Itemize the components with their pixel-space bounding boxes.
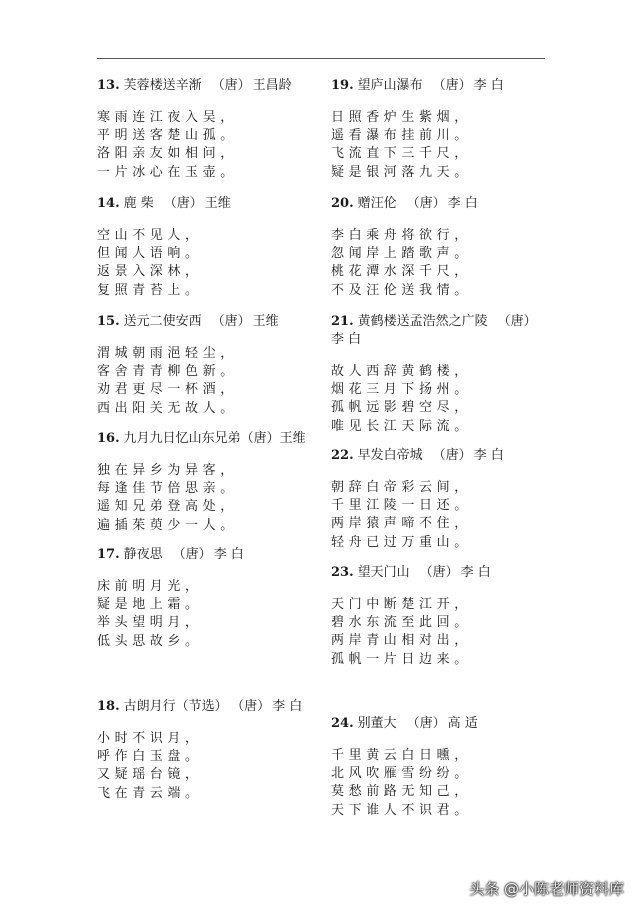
poem-16 xyxy=(97,430,306,535)
poem-title: 芙蓉楼送辛渐 xyxy=(123,78,202,93)
poem-line: 又疑瑶台镜， xyxy=(97,767,203,783)
poem-line: 烟花三月下扬州。 xyxy=(331,382,472,398)
poem-title: 赠汪伦 xyxy=(357,196,397,211)
poem-heading xyxy=(97,430,306,448)
poem-number: 20. xyxy=(331,196,354,211)
poem-line: 西出阳关无故人。 xyxy=(97,400,238,416)
poem-line: 两岸猿声啼不住， xyxy=(331,516,472,532)
poem-line: 返景入深林， xyxy=(97,264,203,280)
poem-line: 一片冰心在玉壶。 xyxy=(97,164,238,180)
poem-number: 22. xyxy=(331,448,354,463)
poem-dynasty: （唐） xyxy=(419,565,459,580)
poem-line: 平明送客楚山孤。 xyxy=(97,128,238,144)
poem-number: 21. xyxy=(331,314,354,329)
poem-title: 九月九日忆山东兄弟 xyxy=(123,431,241,446)
poem-18 xyxy=(97,698,302,803)
poem-number: 18. xyxy=(97,699,120,714)
poem-heading xyxy=(331,77,504,95)
poem-dynasty: （唐） xyxy=(406,716,446,731)
poem-dynasty: （唐） xyxy=(211,314,251,329)
poem-author: 李 白 xyxy=(460,565,491,580)
poem-author: 李 白 xyxy=(272,699,303,714)
poem-heading xyxy=(331,313,546,349)
poem-line: 桃花潭水深千尺， xyxy=(331,264,472,280)
poem-title: 鹿 柴 xyxy=(123,196,154,211)
poem-dynasty: （唐） xyxy=(497,314,537,329)
poem-13 xyxy=(97,77,292,182)
poem-author: 高 适 xyxy=(447,716,478,731)
poem-title: 黄鹤楼送孟浩然之广陵 xyxy=(357,314,488,329)
poem-line: 客舍青青柳色新。 xyxy=(97,364,238,380)
poem-line: 复照青苔上。 xyxy=(97,282,203,298)
poem-author: 李 白 xyxy=(331,332,362,347)
poem-dynasty: （唐） xyxy=(406,196,446,211)
poem-number: 24. xyxy=(331,716,354,731)
poem-heading xyxy=(97,546,244,564)
poem-author: 王维 xyxy=(279,431,306,446)
poem-line: 独在异乡为异客， xyxy=(97,463,238,478)
poem-dynasty: （唐） xyxy=(172,547,212,562)
poem-number: 14. xyxy=(97,196,120,211)
poem-15 xyxy=(97,313,279,418)
poem-line: 渭城朝雨浥轻尘， xyxy=(97,346,238,361)
top-rule xyxy=(97,58,545,59)
poem-title: 静夜思 xyxy=(123,547,163,562)
poem-line: 床前明月光， xyxy=(97,579,203,594)
poem-line: 遥看瀑布挂前川。 xyxy=(331,128,472,144)
poem-line: 举头望明月， xyxy=(97,615,203,631)
poem-line: 劝君更尽一杯酒， xyxy=(97,382,238,398)
poem-heading xyxy=(97,698,302,716)
poem-number: 13. xyxy=(97,78,120,93)
poem-24 xyxy=(331,715,478,820)
poem-line: 北风吹雁雪纷纷。 xyxy=(331,766,472,782)
poem-line: 孤帆一片日边来。 xyxy=(331,651,472,667)
poem-number: 23. xyxy=(331,565,354,580)
poem-line: 千里黄云白日曛， xyxy=(331,748,472,763)
poem-line: 孤帆远影碧空尽， xyxy=(331,400,472,416)
poem-author: 王昌龄 xyxy=(252,78,292,93)
poem-line: 寒雨连江夜入吴， xyxy=(97,110,238,125)
poem-17 xyxy=(97,546,244,651)
poem-heading xyxy=(331,715,478,733)
poem-line: 小时不识月， xyxy=(97,731,203,746)
poem-title: 望庐山瀑布 xyxy=(357,78,423,93)
poem-title: 望天门山 xyxy=(357,565,410,580)
poem-dynasty: （唐） xyxy=(237,699,271,714)
poem-dynasty: （唐） xyxy=(240,431,280,446)
poem-20 xyxy=(331,195,478,300)
poem-line: 日照香炉生紫烟， xyxy=(331,110,472,125)
poem-line: 遥知兄弟登高处， xyxy=(97,499,238,515)
poem-dynasty: （唐） xyxy=(432,78,472,93)
poem-title: 别董大 xyxy=(357,716,397,731)
poem-dynasty: （唐） xyxy=(163,196,203,211)
poem-author: 李 白 xyxy=(213,547,244,562)
poem-line: 千里江陵一日还。 xyxy=(331,498,472,514)
poem-number: 16. xyxy=(97,431,120,446)
poem-line: 碧水东流至此回。 xyxy=(331,615,472,631)
poem-number: 15. xyxy=(97,314,120,329)
poem-title: 送元二使安西 xyxy=(123,314,202,329)
poem-author: 李 白 xyxy=(473,448,504,463)
poem-line: 李白乘舟将欲行， xyxy=(331,228,472,243)
poem-line: 莫愁前路无知己， xyxy=(331,784,472,800)
poem-14 xyxy=(97,195,231,300)
poem-dynasty: （唐） xyxy=(211,78,251,93)
poem-line: 忽闻岸上踏歌声。 xyxy=(331,246,472,262)
poem-23 xyxy=(331,564,491,669)
poem-line: 疑是地上霜。 xyxy=(97,597,203,613)
poem-line: 遍插茱萸少一人。 xyxy=(97,517,238,533)
poem-heading xyxy=(331,564,491,582)
watermark: 头条 @小陈老师资料库 xyxy=(469,880,624,898)
poem-dynasty: （唐） xyxy=(432,448,472,463)
poem-author: 李 白 xyxy=(473,78,504,93)
poem-line: 两岸青山相对出， xyxy=(331,633,472,649)
poem-title: 古朗月行（节选） xyxy=(123,699,228,714)
poem-heading xyxy=(331,447,504,465)
poem-line: 飞流直下三千尺， xyxy=(331,146,472,162)
poem-line: 轻舟已过万重山。 xyxy=(331,534,472,550)
poem-line: 故人西辞黄鹤楼， xyxy=(331,364,472,379)
poem-title: 早发白帝城 xyxy=(357,448,423,463)
poem-author: 王维 xyxy=(252,314,279,329)
poem-heading xyxy=(97,195,231,213)
poem-line: 疑是银河落九天。 xyxy=(331,164,472,180)
poem-21 xyxy=(331,313,546,436)
poem-heading xyxy=(331,195,478,213)
poem-line: 天下谁人不识君。 xyxy=(331,802,472,818)
poem-22 xyxy=(331,447,504,552)
poem-author: 李 白 xyxy=(447,196,478,211)
poem-line: 朝辞白帝彩云间， xyxy=(331,480,472,495)
poem-line: 每逢佳节倍思亲。 xyxy=(97,481,238,497)
poem-19 xyxy=(331,77,504,182)
poem-line: 低头思故乡。 xyxy=(97,633,203,649)
poem-heading xyxy=(97,313,279,331)
poem-number: 19. xyxy=(331,78,354,93)
poem-number: 17. xyxy=(97,547,120,562)
poem-line: 空山不见人， xyxy=(97,228,203,243)
poem-line: 不及汪伦送我情。 xyxy=(331,282,472,298)
poem-author: 王维 xyxy=(204,196,231,211)
poem-line: 唯见长江天际流。 xyxy=(331,418,472,434)
poem-line: 呼作白玉盘。 xyxy=(97,749,203,765)
poem-line: 天门中断楚江开， xyxy=(331,597,472,612)
poem-line: 洛阳亲友如相问， xyxy=(97,146,238,162)
poem-heading xyxy=(97,77,292,95)
poem-line: 飞在青云端。 xyxy=(97,785,203,801)
poem-line: 但闻人语响。 xyxy=(97,246,203,262)
